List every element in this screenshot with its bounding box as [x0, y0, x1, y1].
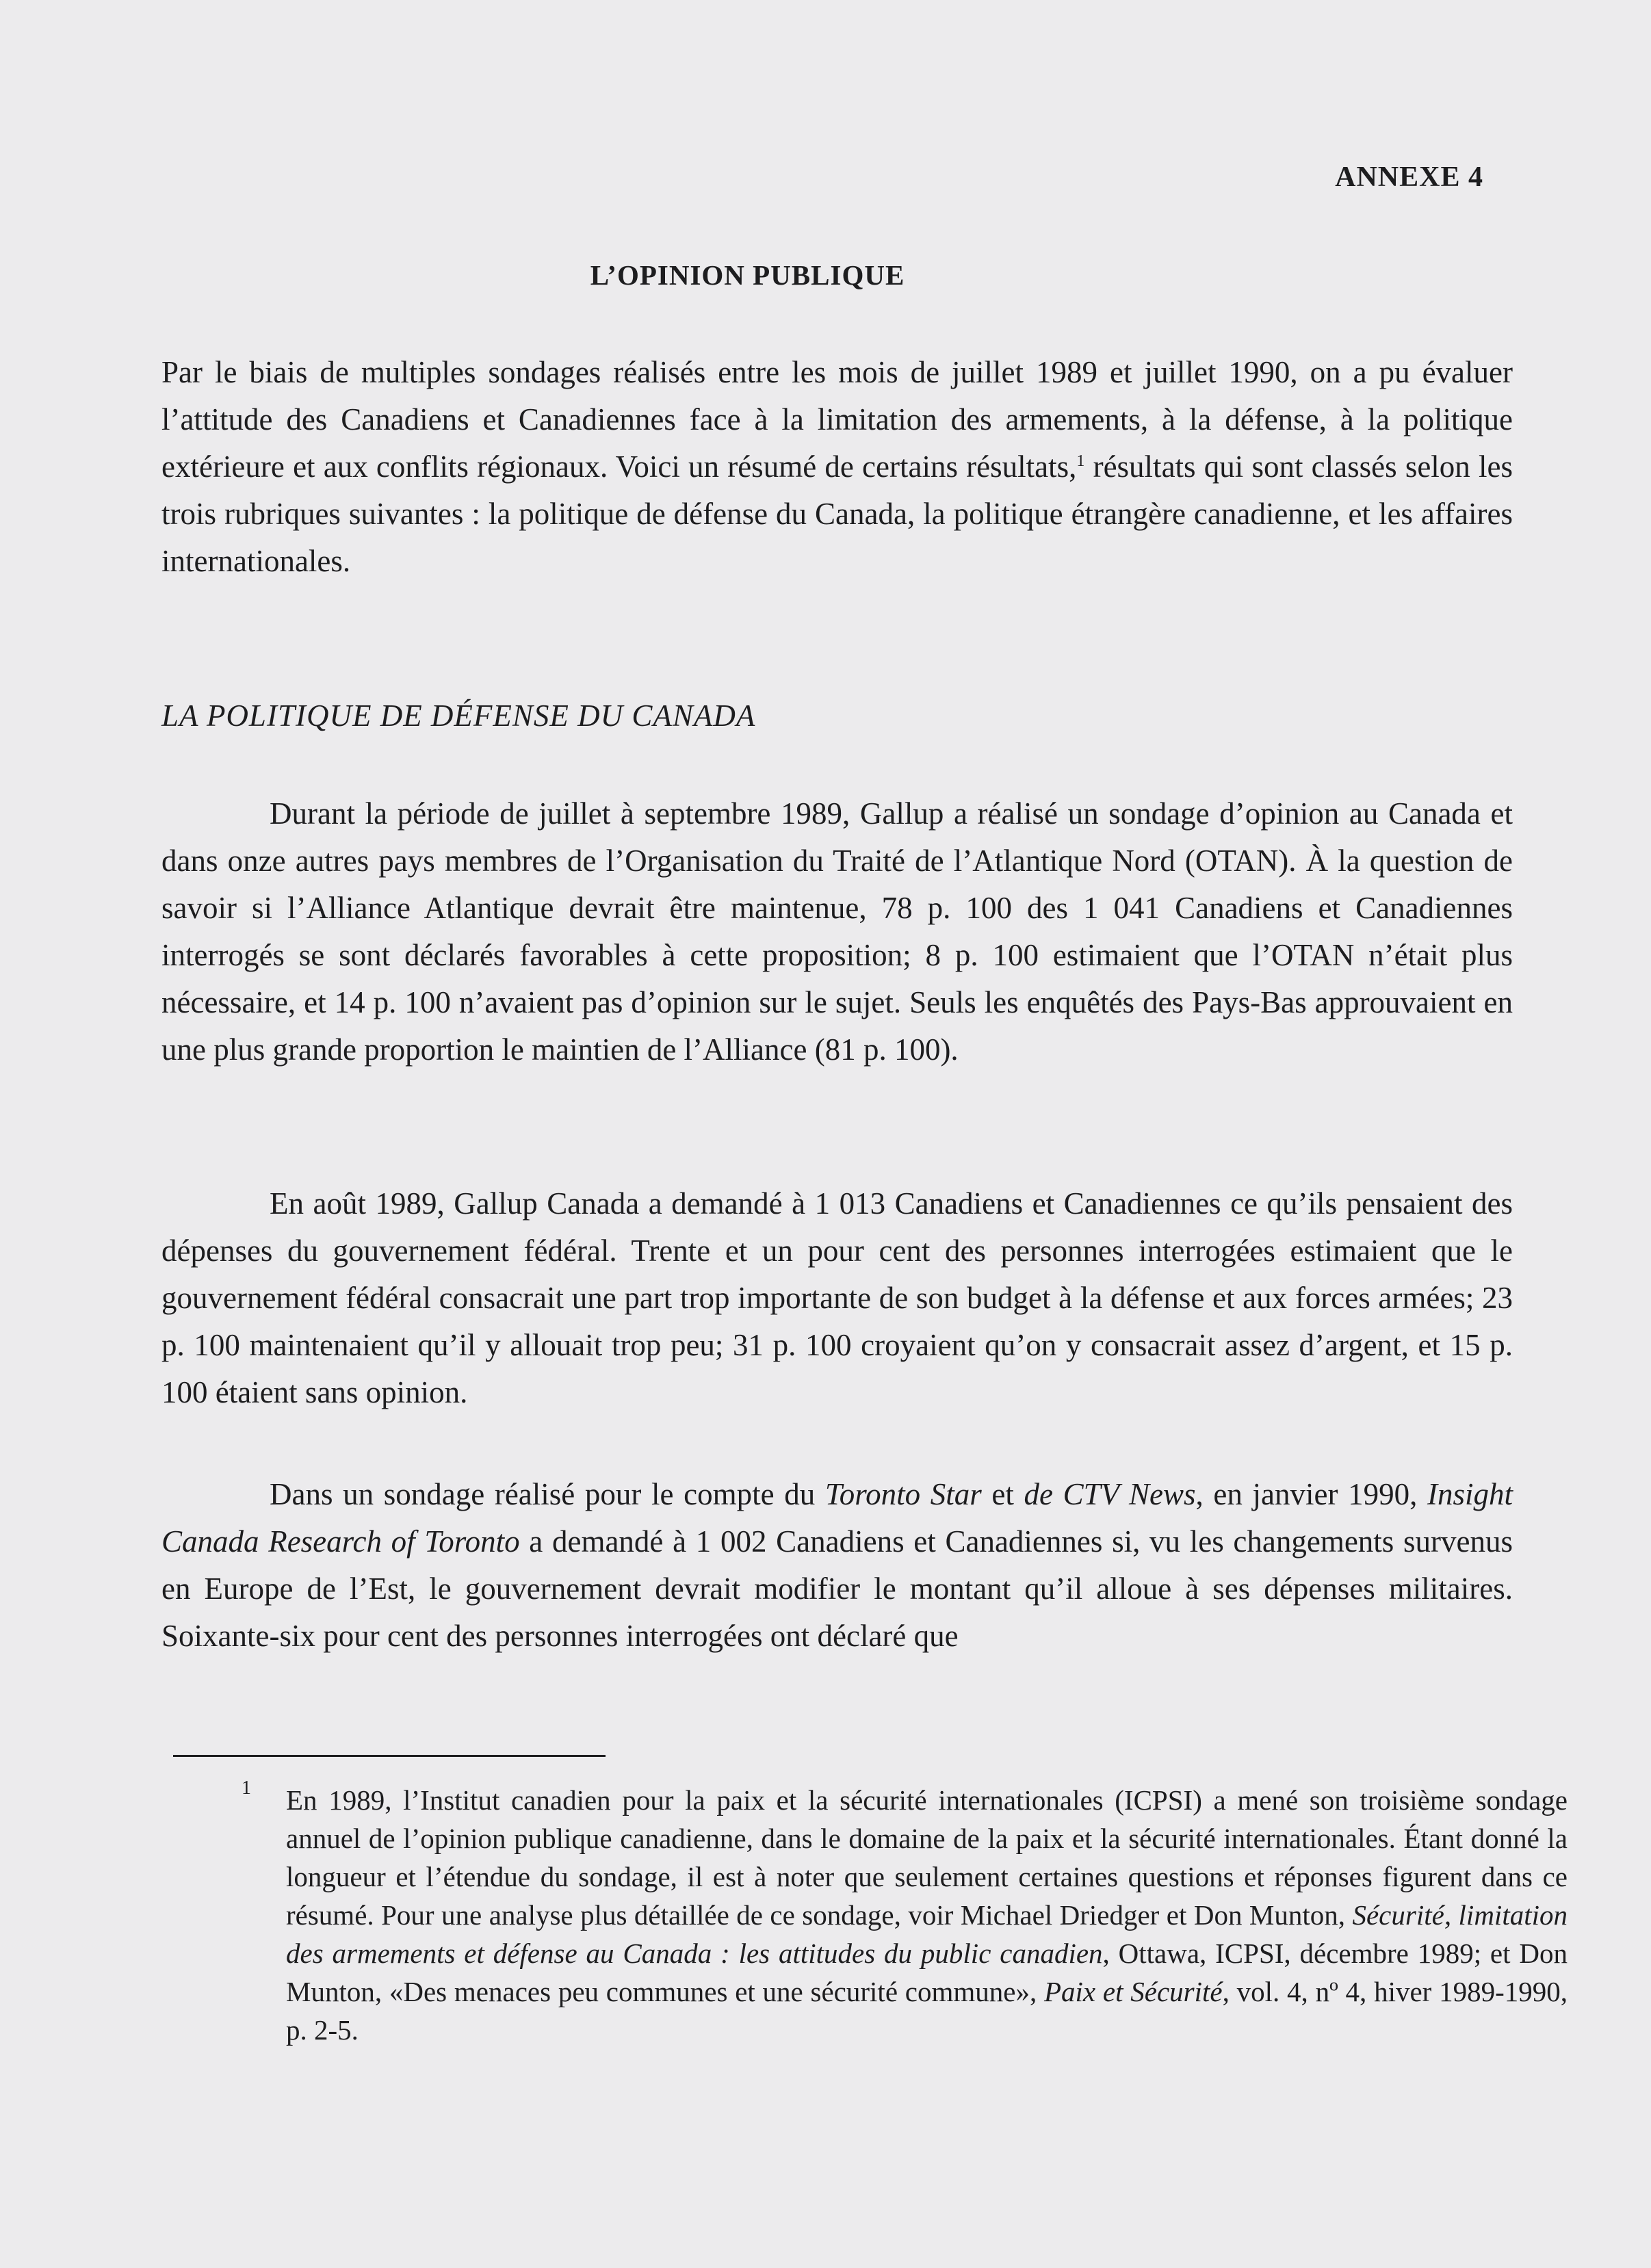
- paragraph-insight-canada: [161, 1471, 1513, 1660]
- paragraph-gallup-otan: Durant la période de juillet à septembre 1989, Gallup a réalisé un sondage d’opinion au Canada et dans onze autres pays membres de l’Organisation du Traité de l’Atlantique Nord (OTAN). À la question de savoir si l’Alliance Atlantique devrait être maintenue, 78 p. 100 des 1 041 Canadiens et Canadiennes interrogés se sont déclarés favorables à cette proposition; 8 p. 100 estimaient que l’OTAN n’était plus nécessaire, et 14 p. 100 n’avaient pas d’opinion sur le sujet. Seuls les enquêtés des Pays-Bas approuvaient en une plus grande proportion le maintien de l’Alliance (81 p. 100).: [161, 796, 1513, 1067]
- p3-text-4: a demandé à 1 002 Canadiens et Canadiennes si, vu les changements survenus en Europe de l’Est, le gouvernement devrait modifier le montant qu’il alloue à ses dépenses militaires. Soixante-six pour cent des personnes interrogées ont déclaré que: [161, 1524, 1513, 1653]
- page-title: L’OPINION PUBLIQUE: [590, 259, 905, 291]
- intro-text: Par le biais de multiples sondages réalisés entre les mois de juillet 1989 et juillet 1990, on a pu évaluer l’attitude des Canadiens et Canadiennes face à la limitation des armements, à la défense, à la politique extérieure et aux conflits régionaux. Voici un résumé de certains résultats,: [161, 355, 1513, 484]
- paragraph-gallup-spending: En août 1989, Gallup Canada a demandé à 1 013 Canadiens et Canadiennes ce qu’ils pensaient des dépenses du gouvernement fédéral. Trente et un pour cent des personnes interrogées estimaient que le gouvernement fédéral consacrait une part trop importante de son budget à la défense et aux forces armées; 23 p. 100 maintenaient qu’il y allouait trop peu; 31 p. 100 croyaient qu’on y consacrait assez d’argent, et 15 p. 100 étaient sans opinion.: [161, 1186, 1513, 1409]
- intro-text-continued: résultats qui sont classés selon les trois rubriques suivantes : la politique de défense du Canada, la politique étrangère canadienne, et les affaires internationales.: [161, 449, 1513, 578]
- footnote-italic-journal: Paix et Sécurité: [1044, 1976, 1223, 2007]
- annex-label: ANNEXE 4: [1335, 161, 1483, 193]
- footnote-reference: 1: [1076, 452, 1085, 470]
- p3-italic-ctv-news: de CTV News: [1024, 1477, 1196, 1511]
- section-heading: LA POLITIQUE DE DÉFENSE DU CANADA: [161, 699, 756, 733]
- intro-paragraph: [161, 349, 1513, 585]
- footnote-text-2: , Ottawa, ICPSI, décembre 1989; et Don Munton, «Des menaces peu communes et une sécurité commune»,: [286, 1938, 1568, 2007]
- p3-italic-toronto-star: Toronto Star: [824, 1477, 982, 1511]
- p3-italic-insight: Insight Canada Research of Toronto: [161, 1477, 1513, 1559]
- footnote-number: 1: [242, 1777, 251, 1799]
- footnote-text: [286, 1781, 1568, 2049]
- footnote-separator: [173, 1755, 606, 1757]
- p3-text-3: , en janvier 1990,: [1195, 1477, 1427, 1511]
- footnote-text-3: , vol. 4, nº 4, hiver 1989-1990, p. 2-5.: [286, 1976, 1568, 2046]
- p3-text-1: Dans un sondage réalisé pour le compte du: [270, 1477, 825, 1511]
- footnote-text-1: En 1989, l’Institut canadien pour la paix et la sécurité internationales (ICPSI) a mené son troisième sondage annuel de l’opinion publique canadienne, dans le domaine de la paix et la sécurité internationales. Étant donné la longueur et l’étendue du sondage, il est à noter que seulement certaines questions et réponses figurent dans ce résumé. Pour une analyse plus détaillée de ce sondage, voir Michael Driedger et Don Munton,: [286, 1784, 1568, 1931]
- p3-text-2: et: [981, 1477, 1024, 1511]
- footnote-italic-title: Sécurité, limitation des armements et défense au Canada : les attitudes du public canadien: [286, 1899, 1568, 1969]
